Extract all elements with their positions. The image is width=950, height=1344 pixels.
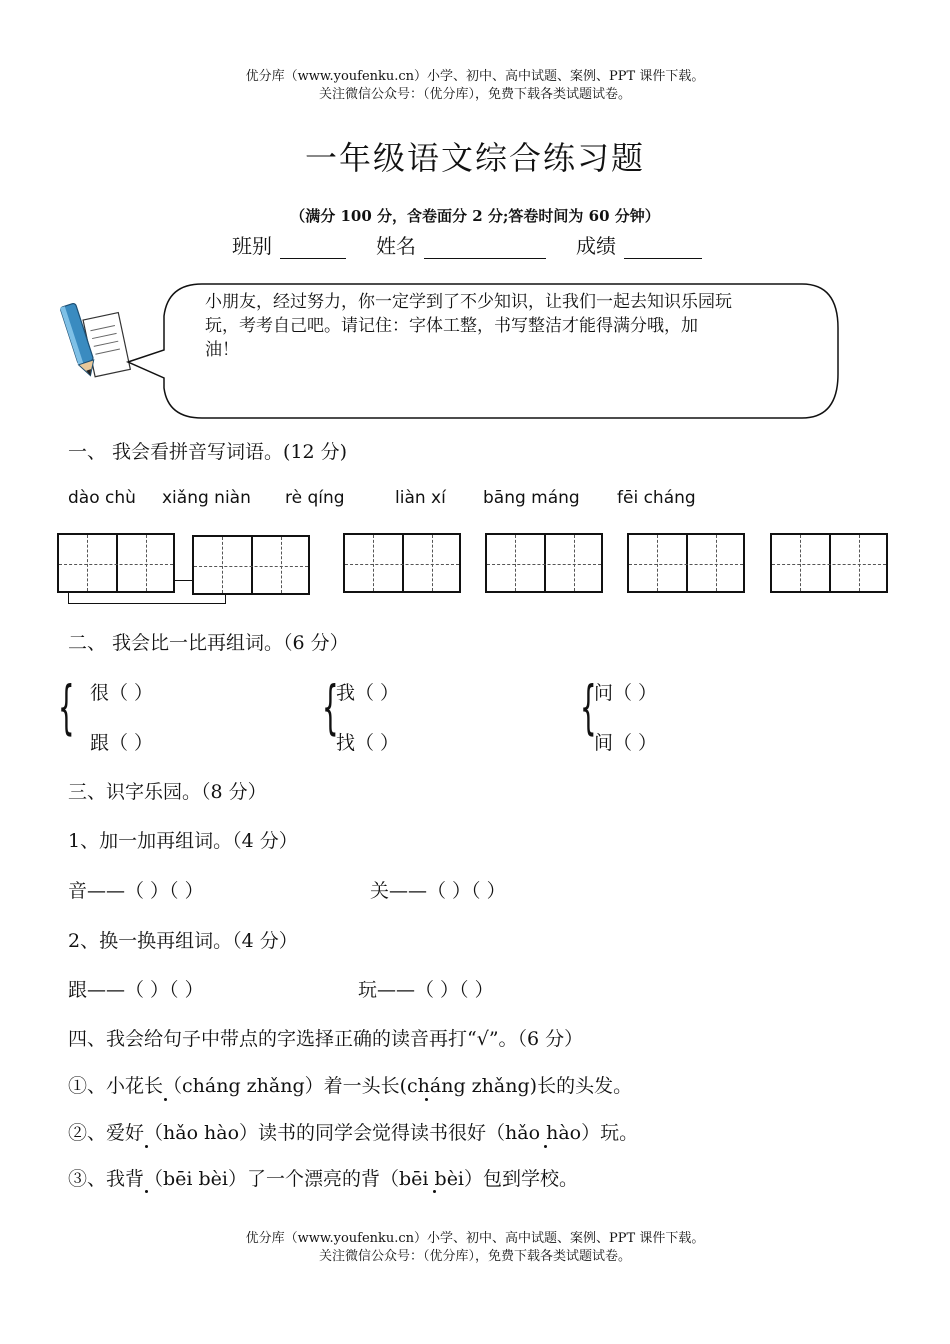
page-title: 一年级语文综合练习题 (304, 139, 645, 177)
q1-heading: 一、 我会看拼音写词语。(12 分) (68, 441, 348, 463)
header-line-1: 优分库（www.youfenku.cn）小学、初中、高中试题、案例、PPT 课件下载。 (245, 69, 705, 84)
exam-subtitle: （满分 100 分，含卷面分 2 分;答卷时间为 60 分钟） (290, 207, 660, 225)
q3-part1-a: 音——（ ）（ ） (68, 880, 204, 902)
name-field[interactable] (424, 240, 546, 259)
q2-pair2-top: 我（ ） (336, 682, 400, 704)
emphasis-dot (425, 1098, 428, 1101)
q1-pinyin-3: rè qíng (285, 488, 345, 508)
bubble-line-1: 小朋友，经过努力，你一定学到了不少知识，让我们一起去知识乐园玩 (205, 292, 732, 312)
q4-sentence-1: ①、小花长（cháng zhǎng）着一头长(cháng zhǎng)长的头发。 (68, 1075, 633, 1097)
q2-pair3-top: 问（ ） (594, 682, 658, 704)
q2-pair1-top: 很（ ） (90, 682, 154, 704)
grid-connector (175, 580, 193, 581)
q1-pinyin-5: bāng máng (483, 488, 580, 508)
q4-sentence-2: ②、爱好（hǎo hào）读书的同学会觉得读书很好（hǎo hào）玩。 (68, 1122, 639, 1144)
q1-pinyin-6: fēi cháng (617, 488, 696, 508)
emphasis-dot (544, 1145, 547, 1148)
writing-grid[interactable] (770, 533, 888, 593)
q3-part2-b: 玩——（ ）（ ） (358, 979, 494, 1001)
q1-pinyin-1: dào chù (68, 488, 136, 508)
brace-2: { (322, 673, 339, 741)
q3-part1-b: 关——（ ）（ ） (370, 880, 506, 902)
class-field[interactable] (280, 240, 346, 259)
class-label: 班别 (232, 234, 272, 258)
q3-part2-heading: 2、换一换再组词。（4 分） (68, 930, 298, 952)
writing-grid[interactable] (192, 535, 310, 595)
q2-pair1-bottom: 跟（ ） (90, 732, 154, 754)
q2-pair2-bottom: 找（ ） (336, 732, 400, 754)
q2-heading: 二、 我会比一比再组词。（6 分） (68, 632, 349, 654)
emphasis-dot (164, 1098, 167, 1101)
writing-grid[interactable] (627, 533, 745, 593)
q1-pinyin-4: liàn xí (395, 488, 446, 508)
bubble-text (205, 290, 732, 362)
bubble-line-3: 油！ (205, 340, 239, 360)
bubble-line-2: 玩，考考自己吧。请记住：字体工整，书写整洁才能得满分哦，加 (205, 316, 698, 336)
score-label: 成绩 (576, 234, 616, 258)
header-line-2: 关注微信公众号：（优分库），免费下载各类试题试卷。 (318, 87, 631, 102)
brace-1: { (58, 673, 75, 741)
writing-grid[interactable] (485, 533, 603, 593)
emphasis-dot (145, 1145, 148, 1148)
q3-part1-heading: 1、加一加再组词。（4 分） (68, 830, 298, 852)
brace-3: { (580, 673, 597, 741)
footer-line-1: 优分库（www.youfenku.cn）小学、初中、高中试题、案例、PPT 课件下载。 (245, 1231, 705, 1246)
writing-grid[interactable] (57, 533, 175, 593)
grid-bracket (68, 593, 226, 604)
emphasis-dot (433, 1190, 436, 1193)
student-info-row (232, 230, 732, 259)
q3-heading: 三、识字乐园。（8 分） (68, 781, 267, 803)
q2-pair3-bottom: 间（ ） (594, 732, 658, 754)
q1-pinyin-2: xiǎng niàn (162, 488, 251, 508)
q4-sentence-3: ③、我背（bēi bèi）了一个漂亮的背（bēi bèi）包到学校。 (68, 1168, 579, 1190)
emphasis-dot (145, 1190, 148, 1193)
q3-part2-a: 跟——（ ）（ ） (68, 979, 204, 1001)
footer-line-2: 关注微信公众号：（优分库），免费下载各类试题试卷。 (318, 1249, 631, 1264)
writing-grid[interactable] (343, 533, 461, 593)
q4-heading: 四、我会给句子中带点的字选择正确的读音再打“√”。（6 分） (68, 1028, 584, 1050)
name-label: 姓名 (376, 234, 416, 258)
score-field[interactable] (624, 240, 702, 259)
